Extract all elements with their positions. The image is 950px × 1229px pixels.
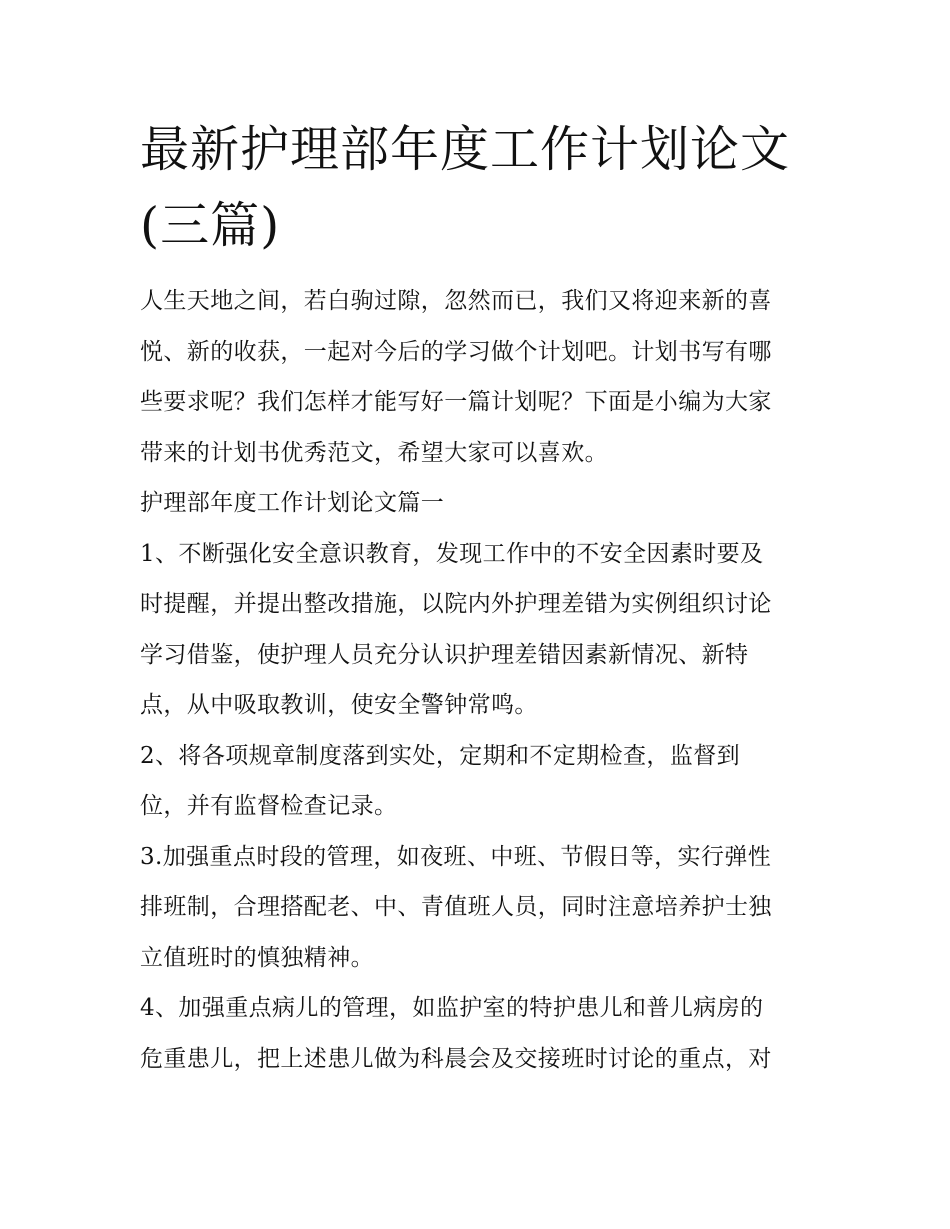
body-line: 立值班时的慎独精神。 bbox=[140, 944, 374, 971]
section-heading: 护理部年度工作计划论文篇一 bbox=[140, 490, 445, 516]
body-line: 悦、新的收获，一起对今后的学习做个计划吧。计划书写有哪 bbox=[140, 338, 772, 365]
body-line: 带来的计划书优秀范文，希望大家可以喜欢。 bbox=[140, 439, 608, 466]
body-line: 些要求呢？我们怎样才能写好一篇计划呢？下面是小编为大家 bbox=[140, 389, 772, 415]
body-line: 3.加强重点时段的管理，如夜班、中班、节假日等，实行弹性 bbox=[140, 843, 772, 870]
body-line: 危重患儿，把上述患儿做为科晨会及交接班时讨论的重点，对 bbox=[140, 1045, 772, 1072]
body-line: 1、不断强化安全意识教育，发现工作中的不安全因素时要及 bbox=[140, 540, 764, 567]
body-line: 排班制，合理搭配老、中、青值班人员，同时注意培养护士独 bbox=[140, 894, 772, 920]
body-line: 学习借鉴，使护理人员充分认识护理差错因素新情况、新特 bbox=[140, 641, 749, 668]
document-title bbox=[140, 112, 820, 264]
body-line: 2、将各项规章制度落到实处，定期和不定期检查，监督到 bbox=[140, 742, 741, 769]
body-line: 点，从中吸取教训，使安全警钟常鸣。 bbox=[140, 692, 538, 718]
body-line: 人生天地之间，若白驹过隙，忽然而已，我们又将迎来新的喜 bbox=[140, 288, 772, 314]
body-line: 4、加强重点病儿的管理，如监护室的特护患儿和普儿病房的 bbox=[140, 995, 764, 1021]
body-line: 时提醒，并提出整改措施，以院内外护理差错为实例组织讨论 bbox=[140, 591, 772, 617]
title-line-1: 最新护理部年度工作计划论文 bbox=[140, 121, 791, 178]
body-line: 位，并有监督检查记录。 bbox=[140, 793, 398, 819]
document-body bbox=[140, 276, 830, 1084]
title-line-2: (三篇) bbox=[140, 197, 281, 254]
